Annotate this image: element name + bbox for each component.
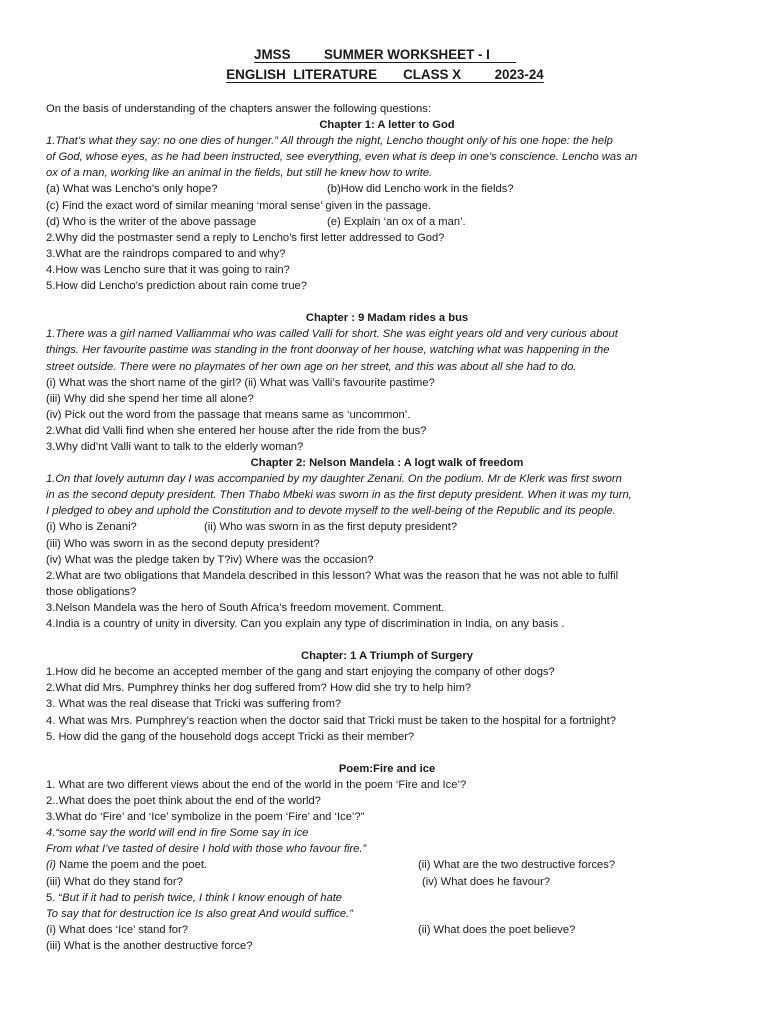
question-text: 3. What was the real disease that Tricki was suffering from? [46, 698, 342, 711]
poem-extract-line: From what I’ve tasted of desire I hold with those who favour fire.” [46, 843, 367, 856]
spacer [46, 294, 728, 310]
question-text: (iii) What is the another destructive force? [46, 939, 253, 952]
question-text: (i) Who is Zenani? [46, 521, 137, 534]
header-line-2 [0, 67, 770, 82]
session-year: 2023-24 [494, 67, 544, 82]
passage-line: I pledged to obey and uphold the Constitution and to devote myself to the well-being of the Republic and its people. [46, 505, 616, 518]
question-text: (iv) Pick out the word from the passage that means same as ‘uncommon’. [46, 408, 411, 421]
question-text: (iv) What was the pledge taken by T?iv) Where was the occasion? [46, 553, 374, 566]
chapter-title-nelson-mandela: Chapter 2: Nelson Mandela : A logt walk of freedom [250, 457, 524, 470]
question-text: (i) What does ‘Ice’ stand for? [46, 923, 188, 936]
chapter-title-letter-to-god: Chapter 1: A letter to God [319, 119, 455, 132]
question-row [46, 922, 728, 938]
spacer [46, 632, 728, 648]
worksheet-content [46, 101, 728, 954]
passage-line: things. Her favourite pastime was standing in the front doorway of her house, watching what was happening in the [46, 344, 610, 357]
subject-name: ENGLISH LITERATURE [226, 67, 378, 82]
question-number: (i) [46, 859, 56, 872]
poem-extract-line [46, 890, 728, 906]
question-text: 3.What are the raindrops compared to and why? [46, 247, 286, 260]
question-text: Name the poem and the poet. [55, 859, 208, 872]
question-text: (b)How did Lencho work in the fields? [327, 183, 514, 196]
question-text: 2.Why did the postmaster send a reply to Lencho’s first letter addressed to God? [46, 231, 445, 244]
intro-text: On the basis of understanding of the chapters answer the following questions: [46, 103, 431, 115]
question-text: 4.India is a country of unity in diversity. Can you explain any type of discrimination in India, on any basis . [46, 618, 565, 630]
question-text: (iii) Who was sworn in as the second deputy president? [46, 537, 320, 550]
chapter-title-triumph-of-surgery: Chapter: 1 A Triumph of Surgery [301, 650, 473, 663]
question-text: 3.Why did’nt Valli want to talk to the elderly woman? [46, 440, 304, 453]
question-text: 2..What does the poet think about the end of the world? [46, 795, 321, 808]
question-text: (iii) What do they stand for? [46, 875, 183, 888]
passage-line: street outside. There were no playmates of her own age on her street, and this was about all she had to do. [46, 360, 577, 373]
poem-extract-text: But if it had to perish twice, I think I know enough of hate [62, 891, 343, 904]
poem-extract-line: 4.“some say the world will end in fire Some say in ice [46, 827, 309, 840]
question-text: 2.What are two obligations that Mandela described in this lesson? What was the reason that he was not able to fulfil [46, 569, 619, 582]
question-text: (e) Explain ‘an ox of a man’. [327, 215, 466, 228]
question-text: 5.How did Lencho’s prediction about rain come true? [46, 280, 307, 293]
passage-line: 1.That’s what they say: no one dies of hunger.” All through the night, Lencho thought only of his one hope: the help [46, 135, 613, 148]
question-text: (c) Find the exact word of similar meaning ‘moral sense’ given in the passage. [46, 199, 432, 212]
question-row [46, 874, 728, 890]
question-text: 2.What did Mrs. Pumphrey thinks her dog suffered from? How did she try to help him? [46, 682, 472, 695]
question-text: (ii) What are the two destructive forces? [418, 859, 616, 872]
chapter-title-madam-rides-a-bus: Chapter : 9 Madam rides a bus [305, 312, 469, 325]
spacer [46, 745, 728, 761]
question-text: 2.What did Valli find when she entered her house after the ride from the bus? [46, 424, 427, 437]
question-row [46, 181, 728, 197]
question-text: 4.How was Lencho sure that it was going to rain? [46, 263, 290, 276]
question-number: 5. “ [46, 891, 63, 904]
passage-line: in as the second deputy president. Then Thabo Mbeki was sworn in as the first deputy president. When it was my turn, [46, 489, 632, 502]
question-row [46, 519, 728, 535]
question-text: (a) What was Lencho’s only hope? [46, 183, 218, 196]
chapter-title-fire-and-ice: Poem:Fire and ice [338, 762, 436, 775]
school-name: JMSS [254, 47, 291, 62]
question-text: (ii) Who was sworn in as the first deputy president? [204, 521, 458, 534]
passage-line: 1.On that lovely autumn day I was accompanied by my daughter Zenani. On the podium. Mr de Klerk was first sworn [46, 473, 622, 486]
passage-line: ox of a man, working like an animal in the fields, but still he knew how to write. [46, 167, 433, 180]
question-text: 5. How did the gang of the household dogs accept Tricki as their member? [46, 730, 415, 743]
worksheet-title: SUMMER WORKSHEET - I [324, 47, 490, 62]
question-text: 3.Nelson Mandela was the hero of South Africa’s freedom movement. Comment. [46, 601, 445, 614]
class-name: CLASS X [403, 67, 462, 82]
question-text: 1.How did he become an accepted member of the gang and start enjoying the company of other dogs? [46, 666, 555, 679]
question-text: (iv) What does he favour? [422, 875, 551, 888]
question-text: those obligations? [46, 585, 137, 598]
question-row [46, 214, 728, 230]
question-text: 1. What are two different views about the end of the world in the poem ‘Fire and Ice’? [46, 778, 467, 791]
question-text: (iii) Why did she spend her time all alone? [46, 392, 254, 405]
passage-line: of God, whose eyes, as he had been instructed, see everything, even what is deep in one’s conscience. Lencho was an [46, 151, 638, 164]
question-text: (d) Who is the writer of the above passage [46, 215, 257, 228]
question-text: (ii) What does the poet believe? [418, 923, 576, 936]
question-text: 3.What do ‘Fire’ and ‘Ice’ symbolize in the poem ‘Fire’ and ‘Ice’?” [46, 811, 365, 824]
question-text: (i) What was the short name of the girl? (ii) What was Valli’s favourite pastime? [46, 376, 435, 389]
question-text: 4. What was Mrs. Pumphrey’s reaction when the doctor said that Tricki must be taken to the hospital for a fortnight? [46, 714, 617, 727]
header-line-1 [0, 47, 770, 62]
passage-line: 1.There was a girl named Valliammai who was called Valli for short. She was eight years old and very curious about [46, 328, 618, 341]
poem-extract-line: To say that for destruction ice Is also great And would suffice.” [46, 907, 353, 920]
question-row [46, 857, 728, 873]
